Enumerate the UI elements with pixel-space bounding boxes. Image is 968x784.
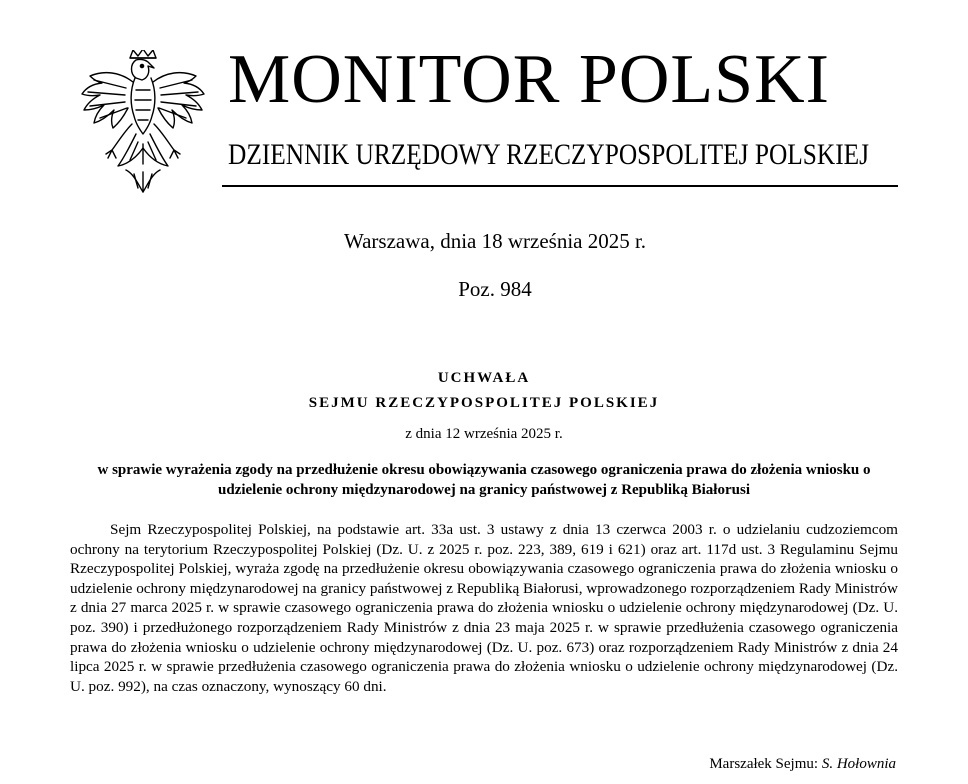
act-body-paragraph: Sejm Rzeczypospolitej Polskiej, na podstawie art. 33a ust. 3 ustawy z dnia 13 czerwca 2003 r. o udzielaniu cudzoziemcom ochrony na terytorium Rzeczypospolitej Polskiej (Dz. U. z 2025 r. poz. 223, 389, 619 i 621) oraz art. 117d ust. 3 Regulaminu Sejmu Rzeczypospolitej Polskiej, wyraża zgodę na przedłużenie okresu obowiązywania czasowego ograniczenia prawa do złożenia wniosku o udzielenie ochrony międzynarodowej na granicy państwowej z Republiką Białorusi, wprowadzonego rozporządzeniem Rady Ministrów z dnia 27 marca 2025 r. w sprawie czasowego ograniczenia prawa do złożenia wniosku o udzielenie ochrony międzynarodowej (Dz. U. poz. 390) i przedłużonego rozporządzeniem Rady Ministrów z dnia 23 maja 2025 r. w sprawie przedłużenia czasowego ograniczenia prawa do złożenia wniosku o udzielenie ochrony międzynarodowej (Dz. U. poz. 673) oraz rozporządzeniem Rady Ministrów z dnia 24 lipca 2025 r. w sprawie przedłużenia czasowego ograniczenia prawa do złożenia wniosku o udzielenie ochrony międzynarodowej (Dz. U. poz. 992), na czas oznaczony, wynoszący 60 dni. xyxy=(70,521,898,695)
masthead-subtitle: DZIENNIK URZĘDOWY RZECZYPOSPOLITEJ POLSKIEJ xyxy=(228,139,870,171)
act-subject: w sprawie wyrażenia zgody na przedłużenie okresu obowiązywania czasowego ograniczenia prawa do złożenia wniosku o udzielenie ochrony międzynarodowej na granicy państwowej z Republiką Białorusi xyxy=(97,462,871,498)
signature-name: S. Hołownia xyxy=(821,756,896,772)
act-issuer: SEJMU RZECZYPOSPOLITEJ POLSKIEJ xyxy=(308,395,660,411)
signature xyxy=(709,754,896,774)
polish-eagle-icon xyxy=(78,50,208,195)
signature-role: Marszałek Sejmu: xyxy=(709,756,819,772)
act-date: z dnia 12 września 2025 r. xyxy=(405,426,563,442)
publication-position: Poz. 984 xyxy=(458,277,532,301)
masthead-title: MONITOR POLSKI xyxy=(228,41,830,118)
masthead-divider xyxy=(222,185,898,187)
act-type: UCHWAŁA xyxy=(437,370,531,386)
publication-place-date: Warszawa, dnia 18 września 2025 r. xyxy=(343,229,647,253)
